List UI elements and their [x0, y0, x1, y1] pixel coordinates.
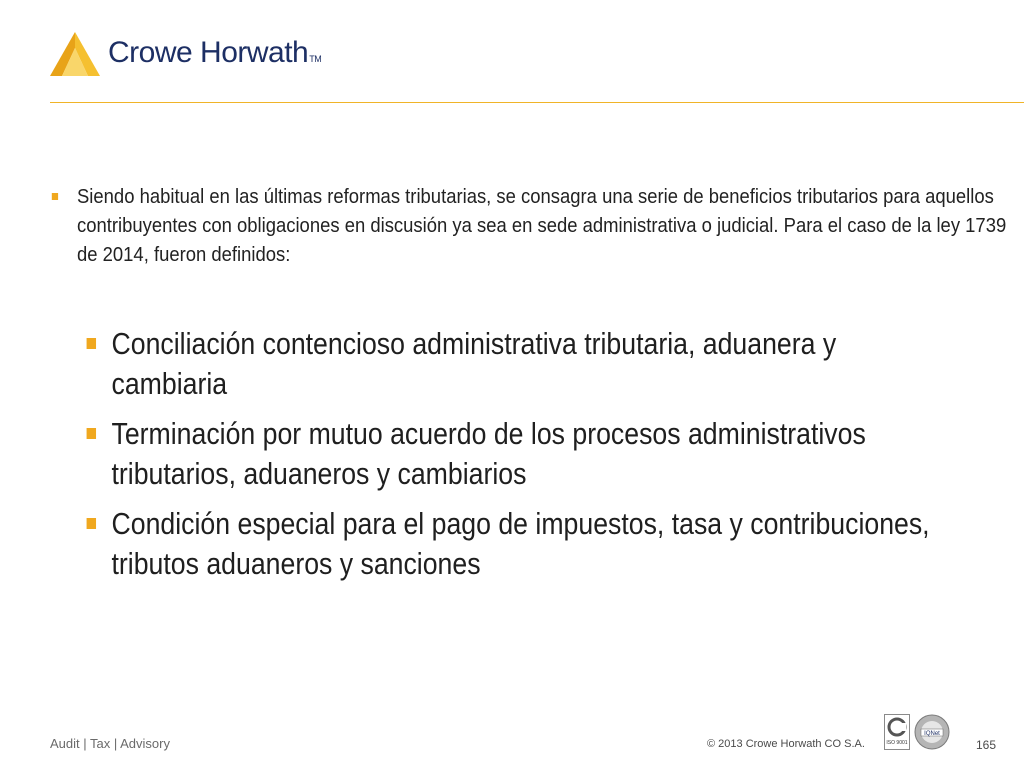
logo-wordmark: Crowe HorwathTM — [108, 36, 322, 69]
benefits-list — [84, 324, 944, 594]
list-item — [84, 324, 944, 404]
footer-copyright: © 2013 Crowe Horwath CO S.A. — [707, 738, 865, 750]
slide-content — [50, 182, 1007, 581]
iso-certification-icon — [884, 714, 910, 750]
bullet-square-icon — [87, 338, 96, 349]
iqnet-label: IQNet — [924, 731, 940, 737]
header-divider — [50, 102, 1024, 103]
iso-label: ISO 9001 — [886, 740, 908, 746]
page-number: 165 — [976, 738, 997, 752]
company-logo — [50, 30, 330, 80]
intro-paragraph — [50, 182, 1013, 269]
footer-tagline: Audit | Tax | Advisory — [50, 736, 170, 751]
iqnet-certification-icon — [914, 714, 950, 750]
bullet-square-icon — [87, 428, 96, 439]
crowe-logo-mark-icon — [50, 30, 100, 78]
list-item-text: Terminación por mutuo acuerdo de los procesos administrativos tributarios, aduaneros y cambiarios — [111, 416, 866, 491]
list-item — [84, 414, 944, 494]
intro-text: Siendo habitual en las últimas reformas tributarias, se consagra una serie de beneficios tributarios para aquellos contribuyentes con obligaciones en discusión ya sea en sede administrativa o judicial. Para el caso de la ley 1739 de 2014, fueron definidos: — [77, 185, 1007, 266]
list-item — [84, 504, 944, 584]
list-item-text: Condición especial para el pago de impuestos, tasa y contribuciones, tributos aduaneros y sanciones — [111, 506, 930, 581]
bullet-square-icon — [87, 518, 96, 529]
list-item-text: Conciliación contencioso administrativa tributaria, aduanera y cambiaria — [111, 326, 837, 401]
bullet-square-icon — [52, 193, 58, 200]
